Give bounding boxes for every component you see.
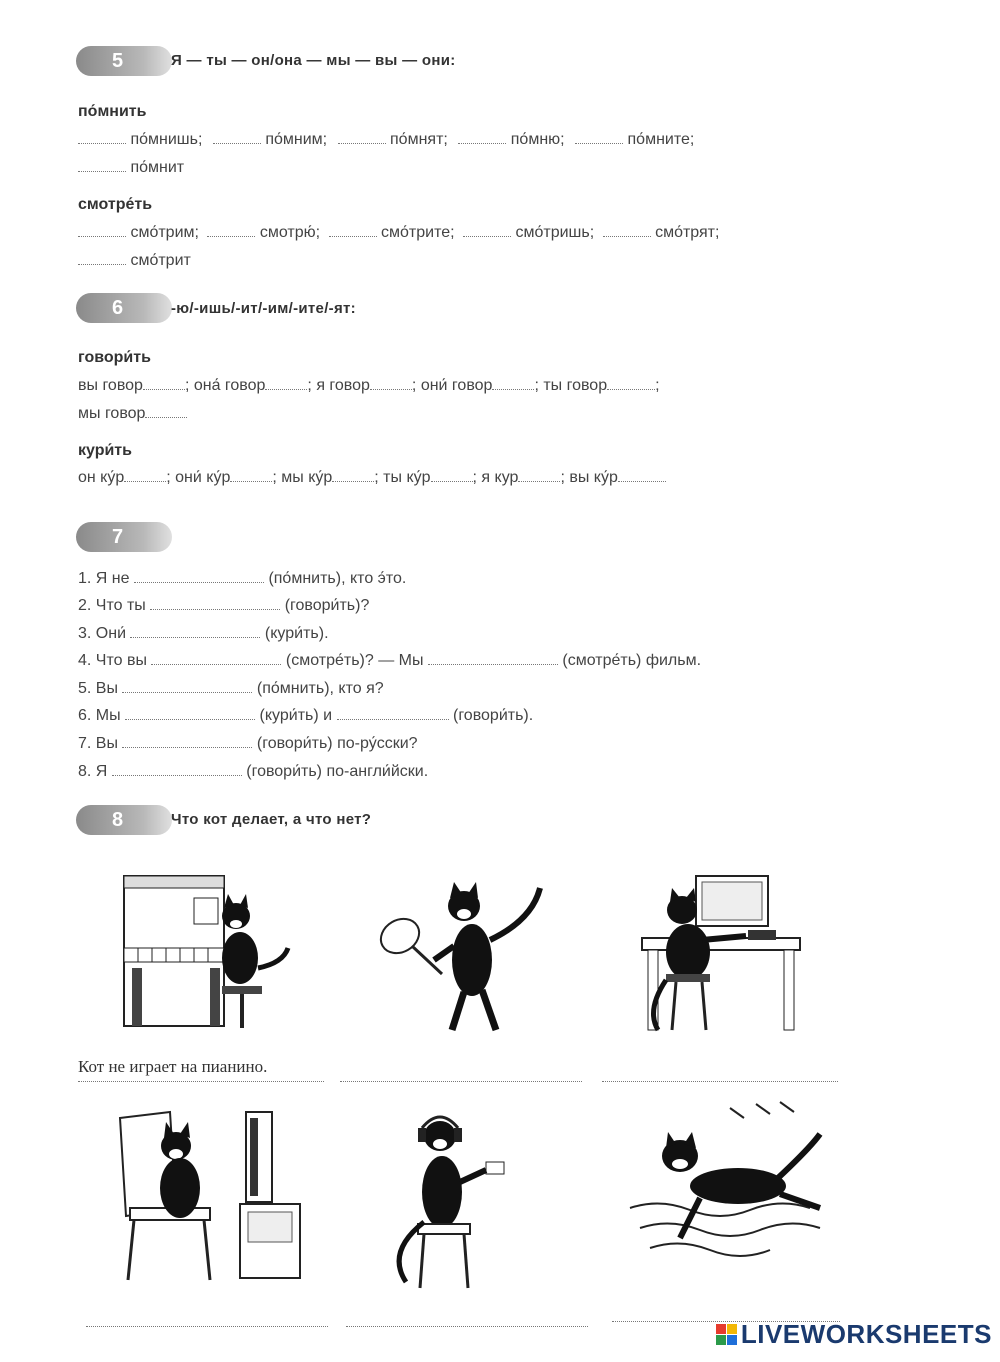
- verb-kurit-title: кури́ть: [78, 442, 132, 459]
- verb-stem: ; мы ку́р: [272, 469, 333, 486]
- cat-tennis-picture: [372, 880, 552, 1040]
- sentence-text: (по́мнить), кто я?: [256, 680, 384, 697]
- answer-blank[interactable]: [338, 131, 386, 144]
- exercise-5-badge: [76, 46, 172, 76]
- sentence-text: (говори́ть)?: [284, 597, 370, 614]
- answer-blank[interactable]: [458, 131, 506, 144]
- sentence-text: (по́мнить), кто э́то.: [268, 570, 407, 587]
- answer-blank[interactable]: [575, 131, 623, 144]
- sentence-text: (говори́ть) по-англи́йски.: [246, 763, 429, 780]
- answer-line[interactable]: [346, 1325, 588, 1327]
- ending-blank[interactable]: [607, 377, 655, 390]
- answer-blank[interactable]: [150, 597, 280, 610]
- verb-stem: ; она́ говор: [184, 377, 266, 394]
- verb-stem: ; они́ говор: [411, 377, 493, 394]
- verb-stem: вы говор: [78, 377, 143, 394]
- cat-computer-picture: [636, 870, 816, 1040]
- exercise-6-badge: [76, 293, 172, 323]
- verb-stem: ; я говор: [307, 377, 370, 394]
- verb-form: смо́трят;: [655, 224, 720, 241]
- verb-form: смотрю́;: [259, 224, 321, 241]
- sentence-3: [78, 625, 329, 643]
- answer-blank[interactable]: [78, 252, 126, 265]
- answer-blank[interactable]: [337, 707, 449, 720]
- answer-blank[interactable]: [428, 652, 558, 665]
- cat-swimming-picture: [620, 1098, 840, 1268]
- answer-blank[interactable]: [213, 131, 261, 144]
- verb-form: по́мним;: [265, 131, 328, 148]
- smotret-forms-row-1: [78, 224, 719, 242]
- ending-blank[interactable]: [230, 469, 272, 482]
- liveworksheets-logo: [716, 1319, 992, 1350]
- sentence-text: (говори́ть).: [452, 707, 534, 724]
- answer-blank[interactable]: [130, 625, 260, 638]
- verb-stem: ; ты ку́р: [374, 469, 431, 486]
- ending-blank[interactable]: [143, 377, 185, 390]
- answer-blank[interactable]: [78, 131, 126, 144]
- answer-blank[interactable]: [78, 159, 126, 172]
- ending-blank[interactable]: [518, 469, 560, 482]
- answer-blank[interactable]: [134, 570, 264, 583]
- verb-form: смо́трим;: [130, 224, 199, 241]
- answer-blank[interactable]: [112, 763, 242, 776]
- kurit-forms-row: [78, 469, 666, 487]
- answer-blank[interactable]: [329, 224, 377, 237]
- sentence-text: 4. Что вы: [78, 652, 147, 669]
- verb-form: по́мните;: [627, 131, 695, 148]
- exercise-number: 8: [112, 808, 124, 831]
- sentence-text: (кури́ть) и: [259, 707, 333, 724]
- answer-line[interactable]: [78, 1080, 324, 1082]
- sentence-text: 7. Вы: [78, 735, 118, 752]
- verb-stem: он ку́р: [78, 469, 125, 486]
- verb-stem: ; я кур: [472, 469, 519, 486]
- pomnit-forms-row-1: [78, 131, 694, 149]
- govorit-forms-row-1: [78, 377, 660, 395]
- pomnit-forms-row-2: [78, 159, 184, 177]
- example-answer: Кот не играет на пианино.: [78, 1057, 268, 1076]
- ending-blank[interactable]: [618, 469, 666, 482]
- verb-form: по́мнит: [130, 159, 185, 176]
- verb-form: по́мнишь;: [130, 131, 203, 148]
- sentence-text: 6. Мы: [78, 707, 121, 724]
- cat-tv-picture: [100, 1108, 310, 1288]
- answer-blank[interactable]: [151, 652, 281, 665]
- sentence-8: [78, 763, 428, 781]
- answer-blank[interactable]: [78, 224, 126, 237]
- verb-stem: ; вы ку́р: [560, 469, 618, 486]
- answer-line[interactable]: [340, 1080, 582, 1082]
- verb-form: смо́тришь;: [515, 224, 595, 241]
- ending-blank[interactable]: [370, 377, 412, 390]
- verb-form: смо́трит: [130, 252, 191, 269]
- verb-govorit-title: говори́ть: [78, 349, 151, 366]
- exercise-7-badge: [76, 522, 172, 552]
- sentence-4: [78, 652, 701, 670]
- answer-blank[interactable]: [122, 680, 252, 693]
- verb-stem: ; они́ ку́р: [166, 469, 231, 486]
- sentence-text: (смотре́ть)? — Мы: [285, 652, 424, 669]
- logo-text: LIVEWORKSHEETS: [740, 1319, 992, 1349]
- verb-stem: мы говор: [78, 405, 146, 422]
- smotret-forms-row-2: [78, 252, 191, 270]
- sentence-text: (смотре́ть) фильм.: [562, 652, 702, 669]
- exercise-6-instruction: -ю/-ишь/-ит/-им/-ите/-ят:: [171, 300, 356, 317]
- verb-pomnit-title: по́мнить: [78, 103, 147, 120]
- verb-form: по́мнят;: [390, 131, 448, 148]
- sentence-text: 3. Они́: [78, 625, 127, 642]
- sentence-1: [78, 570, 406, 588]
- sentence-text: 1. Я не: [78, 570, 130, 587]
- govorit-forms-row-2: [78, 405, 187, 423]
- verb-smotret-title: смотре́ть: [78, 196, 153, 213]
- sentence-5: [78, 680, 384, 698]
- ending-blank[interactable]: [124, 469, 166, 482]
- sentence-text: 5. Вы: [78, 680, 118, 697]
- logo-squares-icon: [716, 1324, 737, 1345]
- cat-music-picture: [376, 1102, 526, 1292]
- sentence-7: [78, 735, 418, 753]
- sentence-2: [78, 597, 369, 615]
- sentence-6: [78, 707, 533, 725]
- cat-piano-picture: [118, 868, 298, 1038]
- answer-blank[interactable]: [207, 224, 255, 237]
- exercise-8-badge: [76, 805, 172, 835]
- answer-blank[interactable]: [122, 735, 252, 748]
- answer-line[interactable]: [602, 1080, 838, 1082]
- sentence-text: (говори́ть) по-ру́сски?: [256, 735, 418, 752]
- verb-stem: ;: [655, 377, 660, 394]
- exercise-number: 7: [112, 525, 124, 548]
- exercise-number: 6: [112, 296, 124, 319]
- ending-blank[interactable]: [431, 469, 473, 482]
- answer-blank[interactable]: [603, 224, 651, 237]
- ending-blank[interactable]: [145, 405, 187, 418]
- sentence-text: (кури́ть).: [264, 625, 329, 642]
- exercise-8-instruction: Что кот делает, а что нет?: [171, 811, 372, 828]
- exercise-number: 5: [112, 49, 124, 72]
- verb-stem: ; ты говор: [534, 377, 608, 394]
- answer-blank[interactable]: [125, 707, 255, 720]
- sentence-text: 2. Что ты: [78, 597, 146, 614]
- answer-blank[interactable]: [463, 224, 511, 237]
- ending-blank[interactable]: [265, 377, 307, 390]
- verb-form: смо́трите;: [381, 224, 455, 241]
- ending-blank[interactable]: [492, 377, 534, 390]
- ending-blank[interactable]: [332, 469, 374, 482]
- verb-form: по́мню;: [510, 131, 565, 148]
- exercise-5-instruction: Я — ты — он/она — мы — вы — они:: [171, 52, 456, 69]
- sentence-text: 8. Я: [78, 763, 108, 780]
- answer-line[interactable]: [86, 1325, 328, 1327]
